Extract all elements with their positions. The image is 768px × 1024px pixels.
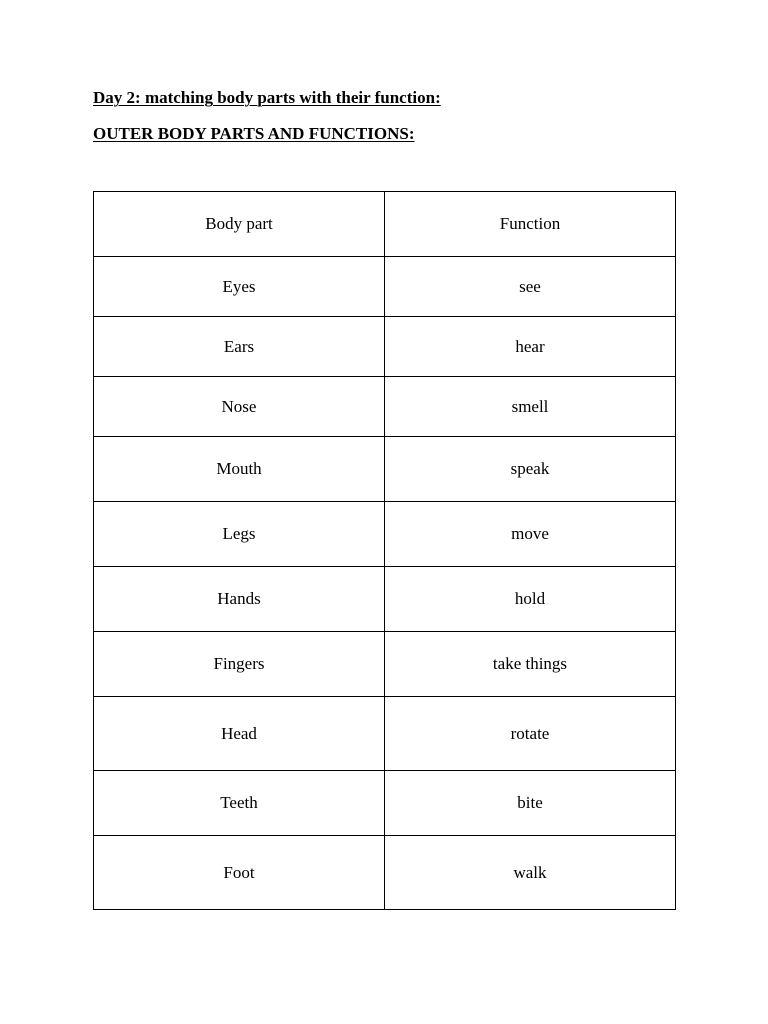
table-row (94, 257, 676, 317)
table-row (94, 317, 676, 377)
body-part-cell: Head (94, 697, 385, 771)
table-row (94, 567, 676, 632)
body-part-cell: Foot (94, 836, 385, 910)
table-header-row (94, 192, 676, 257)
function-cell: bite (385, 771, 676, 836)
function-cell: hear (385, 317, 676, 377)
function-cell: move (385, 502, 676, 567)
body-part-cell: Eyes (94, 257, 385, 317)
column-header-body-part: Body part (94, 192, 385, 257)
body-part-cell: Legs (94, 502, 385, 567)
function-cell: speak (385, 437, 676, 502)
function-cell: rotate (385, 697, 676, 771)
body-part-cell: Mouth (94, 437, 385, 502)
section-heading: OUTER BODY PARTS AND FUNCTIONS: (93, 124, 415, 143)
table-row (94, 502, 676, 567)
table-row (94, 437, 676, 502)
body-part-cell: Hands (94, 567, 385, 632)
function-cell: see (385, 257, 676, 317)
table-row (94, 836, 676, 910)
body-part-cell: Nose (94, 377, 385, 437)
body-part-cell: Fingers (94, 632, 385, 697)
table-row (94, 697, 676, 771)
function-cell: take things (385, 632, 676, 697)
column-header-function: Function (385, 192, 676, 257)
function-cell: hold (385, 567, 676, 632)
body-parts-table (93, 191, 676, 910)
table-row (94, 377, 676, 437)
page-title: Day 2: matching body parts with their function: (93, 88, 441, 107)
table-row (94, 632, 676, 697)
function-cell: smell (385, 377, 676, 437)
table-row (94, 771, 676, 836)
body-part-cell: Teeth (94, 771, 385, 836)
body-part-cell: Ears (94, 317, 385, 377)
function-cell: walk (385, 836, 676, 910)
